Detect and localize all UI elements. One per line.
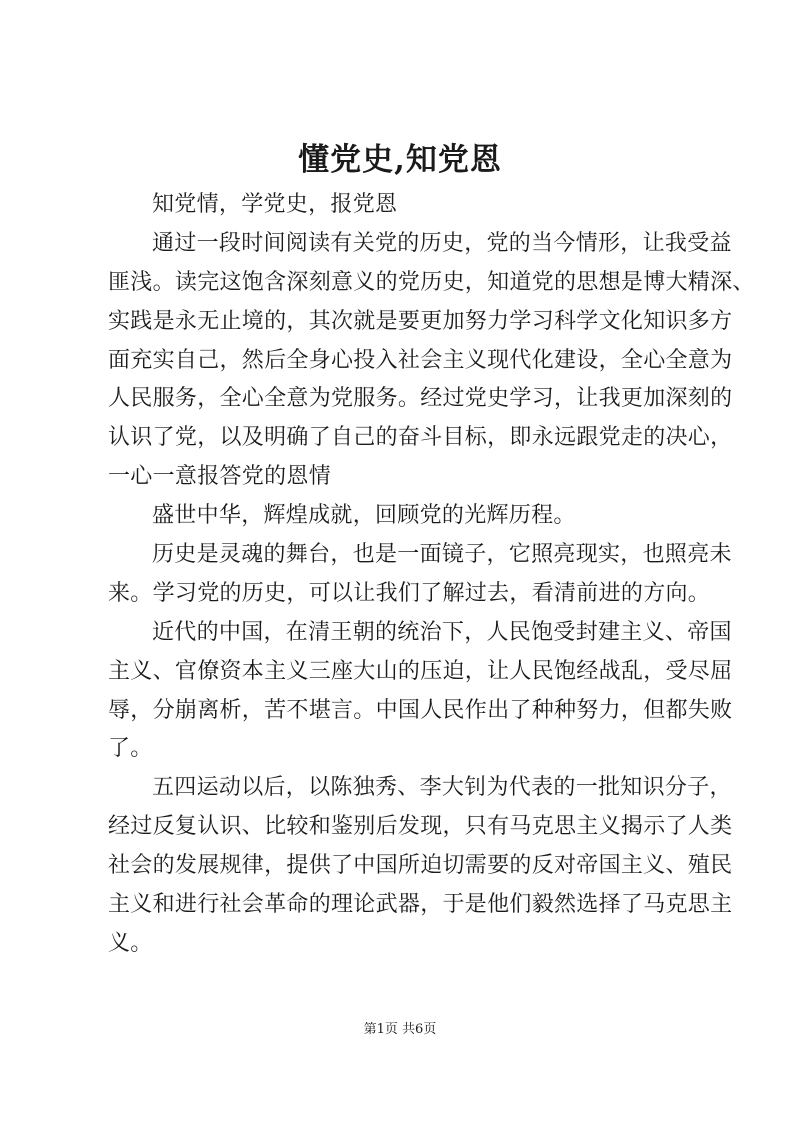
paragraph-line: 五四运动以后，以陈独秀、李大钊为代表的一批知识分子， (152, 775, 732, 801)
paragraph-line: 社会的发展规律，提供了中国所迫切需要的反对帝国主义、殖民 (108, 853, 733, 879)
page-footer: 第1页 共6页 (363, 1022, 437, 1037)
paragraph-line: 近代的中国，在清王朝的统治下，人民饱受封建主义、帝国 (152, 619, 732, 645)
paragraph-line: 实践是永无止境的，其次就是要更加努力学习科学文化知识多方 (108, 308, 733, 334)
paragraph-line: 面充实自己，然后全身心投入社会主义现代化建设，全心全意为 (108, 347, 733, 373)
paragraph-line: 历史是灵魂的舞台，也是一面镜子，它照亮现实，也照亮未 (152, 542, 732, 568)
paragraph-line: 通过一段时间阅读有关党的历史，党的当今情形，让我受益 (152, 230, 732, 256)
paragraph-line: 来。学习党的历史，可以让我们了解过去，看清前进的方向。 (108, 580, 711, 606)
paragraph-line: 主义、官僚资本主义三座大山的压迫，让人民饱经战乱，受尽屈 (108, 658, 733, 684)
paragraph (108, 769, 733, 963)
paragraph-line: 盛世中华，辉煌成就，回顾党的光辉历程。 (152, 503, 576, 529)
paragraph-line: 主义和进行社会革命的理论武器，于是他们毅然选择了马克思主 (108, 892, 733, 918)
paragraph-line: 一心一意报答党的恩情 (108, 464, 332, 490)
paragraph-line: 了。 (108, 736, 153, 762)
paragraph-line: 经过反复认识、比较和鉴别后发现，只有马克思主义揭示了人类 (108, 814, 733, 840)
paragraph-line: 义。 (108, 930, 153, 956)
document-title: 懂党史,知党恩 (298, 142, 502, 178)
document-body (108, 186, 755, 964)
paragraph (108, 186, 728, 225)
paragraph (108, 497, 728, 536)
paragraph (108, 225, 755, 497)
paragraph-line: 辱，分崩离析，苦不堪言。中国人民作出了种种努力，但都失败 (108, 697, 733, 723)
paragraph (108, 614, 733, 770)
paragraph-line: 认识了党，以及明确了自己的奋斗目标，即永远跟党走的决心， (108, 425, 733, 451)
paragraph-line: 人民服务，全心全意为党服务。经过党史学习，让我更加深刻的 (108, 386, 733, 412)
paragraph-line: 匪浅。读完这饱含深刻意义的党历史，知道党的思想是博大精深、 (108, 269, 755, 295)
paragraph-line: 知党情，学党史，报党恩 (152, 192, 398, 217)
paragraph (108, 536, 732, 614)
